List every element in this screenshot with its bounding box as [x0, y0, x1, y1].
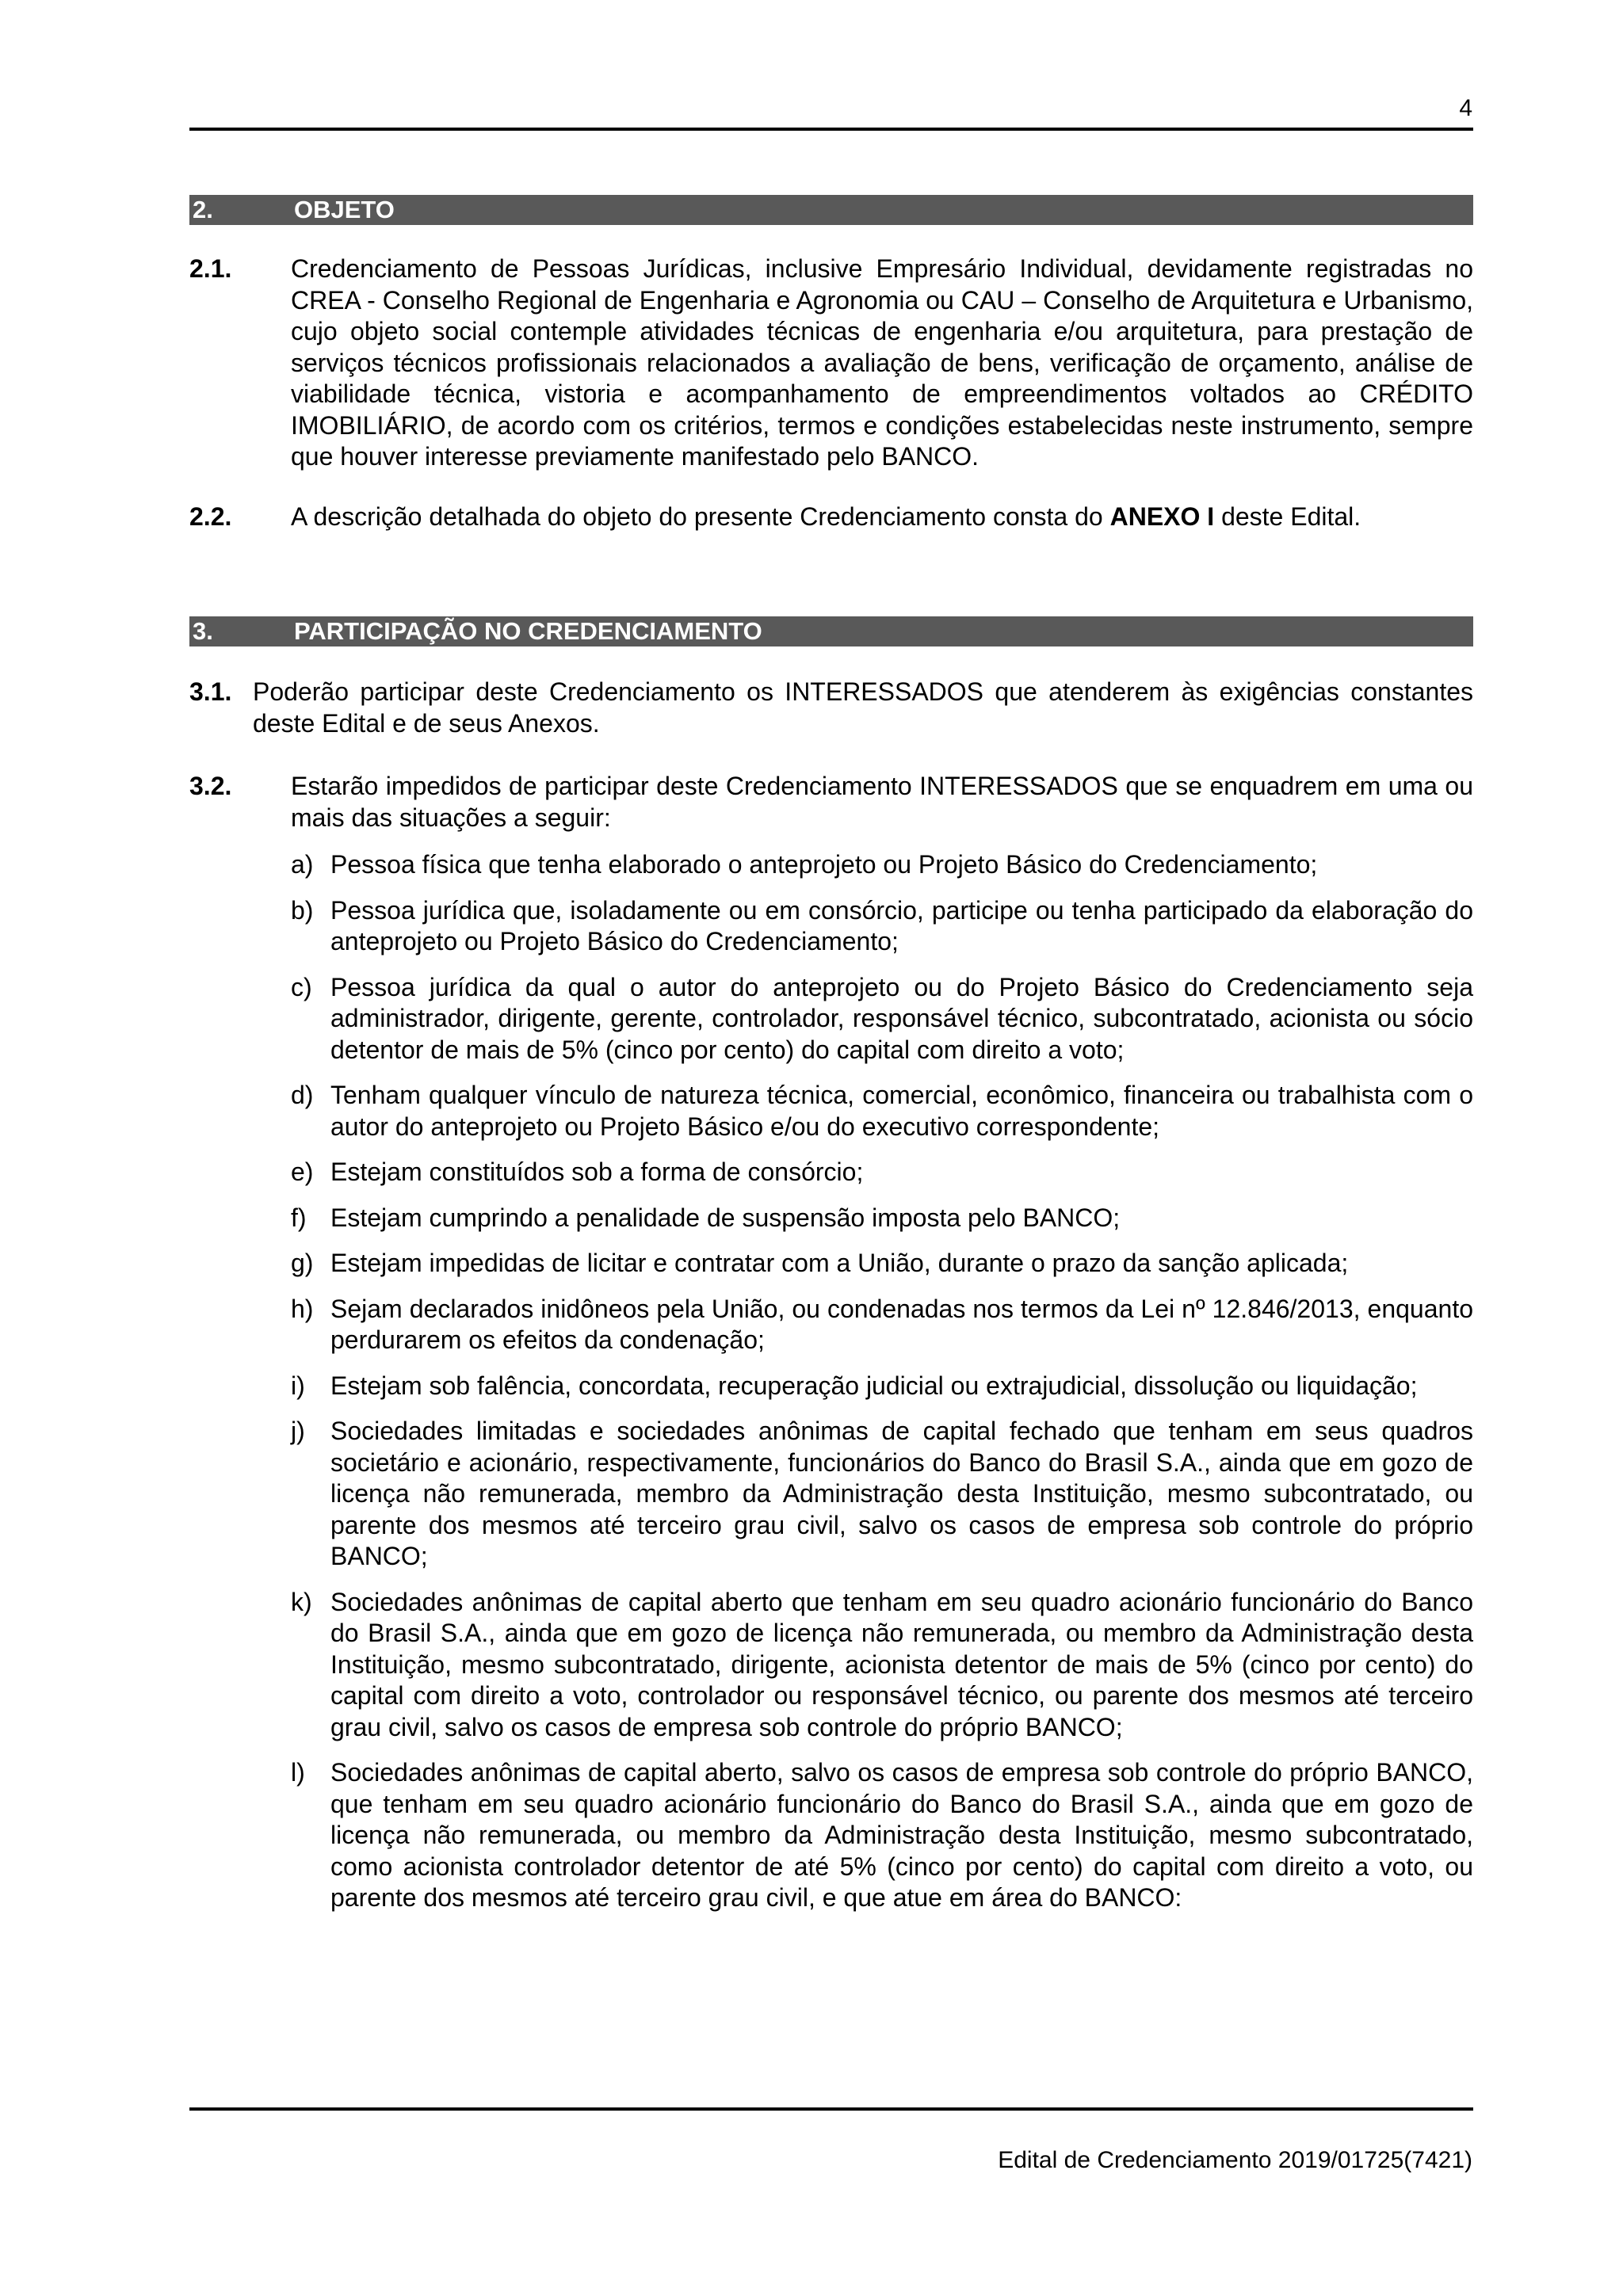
- section-title: OBJETO: [294, 196, 395, 224]
- list-text: Tenham qualquer vínculo de natureza técnica, comercial, econômico, financeira ou trabalhista com o autor do anteprojeto ou Projeto Básico e/ou do executivo correspondente;: [330, 1081, 1473, 1141]
- list-text: Pessoa jurídica que, isoladamente ou em consórcio, participe ou tenha participado da elaboração do anteprojeto ou Projeto Básico do Credenciamento;: [330, 895, 1473, 955]
- clause-2-1: [189, 254, 1473, 473]
- list-text: Estejam cumprindo a penalidade de suspensão imposta pelo BANCO;: [330, 1203, 1121, 1232]
- list-text: Estejam impedidas de licitar e contratar com a União, durante o prazo da sanção aplicada;: [330, 1249, 1349, 1277]
- clause-text: [291, 502, 1473, 533]
- list-item: [291, 1157, 1473, 1188]
- footer-text: Edital de Credenciamento 2019/01725(7421): [998, 2147, 1472, 2173]
- list-label: j): [291, 1417, 305, 1445]
- list-text: Estejam constituídos sob a forma de consórcio;: [330, 1158, 864, 1186]
- list-text: Sociedades anônimas de capital aberto que tenham em seu quadro acionário funcionário do Banco do Brasil S.A., ainda que em gozo de licença não remunerada, ou membro da Administração desta Instituição, mesmo subcontratado, dirigente, acionista detentor de mais de 5% (cinco por cento) do capital com direito a voto, controlador ou responsável técnico, ou parente dos mesmos até terceiro grau civil, salvo os casos de empresa sob controle do próprio BANCO;: [330, 1587, 1473, 1741]
- clause-2-2: [189, 502, 1473, 533]
- section-heading-objeto: [189, 195, 1473, 225]
- list-label: g): [291, 1249, 314, 1277]
- list-item: [291, 1371, 1473, 1402]
- list-text: Pessoa física que tenha elaborado o anteprojeto ou Projeto Básico do Credenciamento;: [330, 850, 1318, 879]
- list-item: [291, 1757, 1473, 1914]
- clause-3-1: [189, 677, 1473, 739]
- clause-3-2: [189, 771, 1473, 833]
- list-label: a): [291, 850, 314, 879]
- clause-text: Credenciamento de Pessoas Jurídicas, inclusive Empresário Individual, devidamente registradas no CREA - Conselho Regional de Engenharia e Agronomia ou CAU – Conselho de Arquitetura e Urbanismo, cujo objeto social contemple atividades técnicas de engenharia e/ou arquitetura, para prestação de serviços técnicos profissionais relacionados a avaliação de bens, verificação de orçamento, análise de viabilidade técnica, vistoria e acompanhamento de empreendimentos voltados ao CRÉDITO IMOBILIÁRIO, de acordo com os critérios, termos e condições estabelecidas neste instrumento, sempre que houver interesse previamente manifestado pelo BANCO.: [291, 254, 1473, 471]
- annex-reference: ANEXO I: [1109, 502, 1215, 531]
- list-text: Sejam declarados inidôneos pela União, ou condenadas nos termos da Lei nº 12.846/2013, enquanto perdurarem os efeitos da condenação;: [330, 1294, 1473, 1354]
- list-item: [291, 1416, 1473, 1573]
- list-label: l): [291, 1758, 305, 1787]
- list-label: c): [291, 972, 312, 1001]
- list-text: Sociedades limitadas e sociedades anônimas de capital fechado que tenham em seus quadros societário e acionário, respectivamente, funcionários do Banco do Brasil S.A., ainda que em gozo de licença não remunerada, membro da Administração desta Instituição, mesmo subcontratado, ou parente dos mesmos até terceiro grau civil, salvo os casos de empresa sob controle do próprio BANCO;: [330, 1417, 1473, 1570]
- section-number: 3.: [193, 617, 213, 646]
- section-number: 2.: [193, 196, 213, 224]
- list-item: [291, 972, 1473, 1066]
- document-body: [189, 195, 1473, 1914]
- impediment-list: [291, 849, 1473, 1914]
- page-number: 4: [1459, 95, 1472, 121]
- list-item: [291, 1587, 1473, 1744]
- clause-number: 3.2.: [189, 772, 232, 800]
- list-label: k): [291, 1587, 312, 1616]
- clause-number: 3.1.: [189, 677, 232, 706]
- footer-rule: [189, 2107, 1473, 2111]
- clause-number: 2.1.: [189, 254, 232, 283]
- list-item: [291, 1294, 1473, 1356]
- list-item: [291, 1203, 1473, 1234]
- clause-text-part: deste Edital.: [1214, 502, 1361, 531]
- header-rule: [189, 128, 1473, 131]
- clause-number: 2.2.: [189, 502, 232, 531]
- list-item: [291, 849, 1473, 881]
- list-text: Estejam sob falência, concordata, recuperação judicial ou extrajudicial, dissolução ou liquidação;: [330, 1371, 1418, 1400]
- list-label: h): [291, 1294, 314, 1323]
- list-label: d): [291, 1081, 314, 1109]
- list-label: b): [291, 895, 314, 925]
- list-text: Sociedades anônimas de capital aberto, salvo os casos de empresa sob controle do próprio BANCO, que tenham em seu quadro acionário funcionário do Banco do Brasil S.A., ainda que em gozo de licença não remunerada, ou membro da Administração desta Instituição, mesmo subcontratado, como acionista controlador detentor de até 5% (cinco por cento) do capital com direito a voto, ou parente dos mesmos até terceiro grau civil, e que atue em área do BANCO:: [330, 1758, 1473, 1912]
- clause-text-part: A descrição detalhada do objeto do presente Credenciamento consta do: [291, 502, 1110, 531]
- list-label: e): [291, 1158, 314, 1186]
- list-item: [291, 895, 1473, 958]
- clause-text: Poderão participar deste Credenciamento os INTERESSADOS que atenderem às exigências constantes deste Edital e de seus Anexos.: [253, 677, 1473, 738]
- list-item: [291, 1080, 1473, 1142]
- section-title: PARTICIPAÇÃO NO CREDENCIAMENTO: [294, 617, 762, 646]
- list-label: i): [291, 1371, 305, 1400]
- list-item: [291, 1248, 1473, 1280]
- section-heading-participacao: [189, 616, 1473, 646]
- list-text: Pessoa jurídica da qual o autor do anteprojeto ou do Projeto Básico do Credenciamento seja administrador, dirigente, gerente, controlador, responsável técnico, subcontratado, acionista ou sócio detentor de mais de 5% (cinco por cento) do capital com direito a voto;: [330, 972, 1473, 1064]
- clause-text: Estarão impedidos de participar deste Credenciamento INTERESSADOS que se enquadrem em uma ou mais das situações a seguir:: [291, 772, 1473, 832]
- list-label: f): [291, 1203, 307, 1232]
